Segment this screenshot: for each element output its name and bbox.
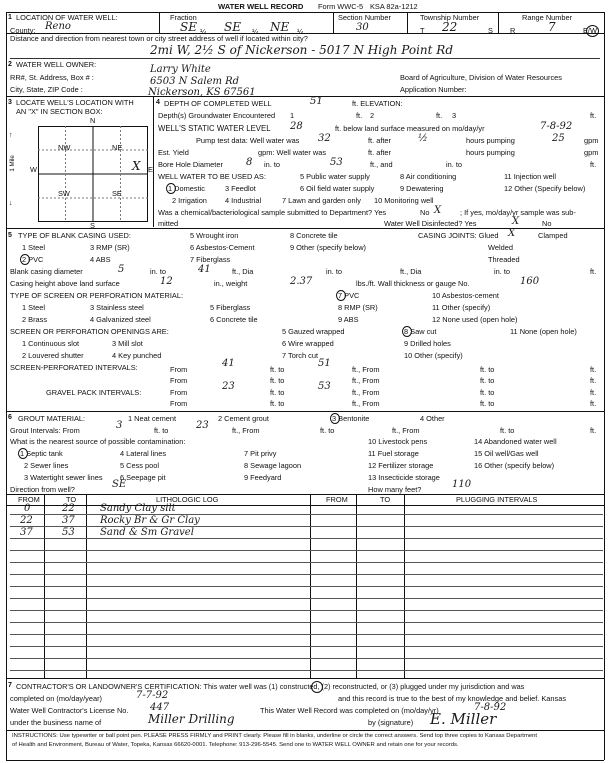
log-row-line [10,610,603,611]
casing-height-label: Casing height above land surface [10,279,120,288]
opening-continuous: 1 Continuous slot [22,339,80,348]
record-completed-value: 7-8-92 [474,702,507,713]
bore-value: 8 [246,157,253,168]
casing-asbestos: 6 Asbestos-Cement [190,243,255,252]
log-row-line [10,634,603,635]
ft-to-label: ft. to [320,426,335,435]
in-to-label: in. to [446,160,463,169]
feet-value: 110 [452,479,472,490]
contam-feedyard: 9 Feedyard [244,473,282,482]
mile-label: 1 Mile [8,155,16,172]
quadrant-se: SE [112,189,122,198]
casing-steel: 1 Steel [22,243,46,252]
screen-other: 11 Other (specify) [432,303,491,312]
mitted-label: mitted [158,219,179,228]
ft-from-label: ft., From [352,399,380,408]
use-monitoring: 10 Monitoring well [374,196,434,205]
ft-to-label: ft. to [480,376,495,385]
contam-septic-circle [18,448,28,459]
log-row-desc: Rocky Br & Gr Clay [100,515,200,526]
fraction-1: SE [180,20,197,34]
form-ksa: KSA 82a-1212 [370,2,418,11]
static-level-tail: ft. below land surface measured on mo/day/yr [335,124,485,133]
screen-abs: 9 ABS [338,315,359,324]
from-label: From [170,365,188,374]
gw-2: 2 [370,111,375,120]
ft-from-label: ft., From [352,376,380,385]
township-value: 22 [442,20,458,34]
compass-w: W [30,165,37,174]
use-dewatering: 9 Dewatering [400,184,444,193]
instructions-line-2: of Health and Environment, Bureau of Water, Topeka, Kansas 66620-0001. Telephone: 913-296-5545. Send one to WATER WELL OWNER and retain one for your records. [12,742,459,748]
distance-label: Distance and direction from nearest town or city street address of well if located within city? [10,34,308,43]
county-label: County: [10,26,36,35]
pump-test-label: Pump test data: Well water was [196,136,300,145]
completed-value: 7-7-92 [136,690,169,701]
ft-to-label: ft. to [480,399,495,408]
yield-label: Est. Yield [158,148,189,157]
opening-drilled: 9 Drilled holes [404,339,451,348]
from-label: From [170,376,188,385]
location-label: LOCATION OF WATER WELL: [16,13,118,22]
fraction-label: Fraction [170,13,197,22]
township-s: S [488,26,493,35]
log-row-desc: Sand & Sm Gravel [100,527,194,538]
contam-lateral: 4 Lateral lines [120,449,167,458]
casing-joints-label: CASING JOINTS: Glued [418,231,499,240]
joints-glued-mark: X [508,228,516,239]
after-label: ft. after [368,136,392,145]
city-label: City, State, ZIP Code : [10,85,83,94]
board-label: Board of Agriculture, Division of Water Resources [400,73,562,82]
use-irrigation: 2 Irrigation [172,196,207,205]
groundwater-label: Depth(s) Groundwater Encountered [158,111,276,120]
section-3-number: 3 [8,99,12,106]
certification-tail: and this record is true to the best of my knowledge and belief. Kansas [338,694,567,703]
ft-label: ft. [590,376,597,385]
quadrant-ne: NE [112,143,123,152]
log-row-line [10,670,603,671]
use-feedlot: 3 Feedlot [225,184,256,193]
distance-value: 2mi W, 2½ S of Nickerson - 5017 N High Point Rd [150,43,454,57]
ft-label: ft. [590,267,597,276]
screen-brass: 2 Brass [22,315,48,324]
township-label: Township Number [420,13,480,22]
screen-rmp: 8 RMP (SR) [338,303,378,312]
in-to-label: in. to [326,267,343,276]
ft-to-label: ft. to [270,399,285,408]
ft-from-label: ft., From [352,365,380,374]
use-label: WELL WATER TO BE USED AS: [158,172,266,181]
contam-oil-gas: 15 Oil well/Gas well [474,449,539,458]
ew-circle [586,25,599,37]
contam-seepage: 6 Seepage pit [120,473,166,482]
ft-from-label: ft., From [392,426,420,435]
owner-label: WATER WELL OWNER: [16,60,97,69]
depth-label: DEPTH OF COMPLETED WELL [164,99,272,108]
casing-fiberglass: 7 Fiberglass [190,255,231,264]
perforated-from: 41 [222,358,235,369]
log-row-from: 22 [20,515,33,526]
compass-n: N [90,116,96,125]
from-label: From [170,388,188,397]
fraction-3: NE [270,20,290,34]
log-row-to: 53 [62,527,75,538]
pump-ft-value: 32 [318,133,331,144]
casing-pvc-circle [20,254,30,265]
record-completed-label: This Water Well Record was completed on (mo/day/yr) [260,706,439,715]
use-industrial: 4 Industrial [225,196,262,205]
signature-label: by (signature) [368,718,414,727]
screen-pvc: 7 PVC [338,291,360,300]
log-row-from: 0 [24,503,31,514]
log-row-line [10,598,603,599]
use-other: 12 Other (Specify below) [504,184,586,193]
use-domestic: 1 Domestic [168,184,205,193]
section-7-number: 7 [8,682,12,689]
log-row-to: 37 [62,515,75,526]
gravel-pack-label: GRAVEL PACK INTERVALS: [46,388,142,397]
use-domestic-circle [166,183,176,194]
yield-gpm-label: gpm: Well water was [258,148,327,157]
constructed-circle [311,681,323,693]
ft-to-label: ft. to [500,426,515,435]
chem-tail: ; If yes, mo/day/yr sample was sub- [460,208,576,217]
in-to-label: in. to [494,267,511,276]
city-value: Nickerson, KS 67561 [148,87,256,98]
hours-pumping-label: hours pumping [466,148,515,157]
county-value: Reno [45,21,71,32]
section-box [38,126,148,222]
log-row-line [10,514,603,515]
business-name-label: under the business name of [10,718,102,727]
screen-stainless: 3 Stainless steel [90,303,144,312]
completed-label: completed on (mo/day/year) [10,694,103,703]
joints-clamped: Clamped [538,231,568,240]
chem-no-label: No [420,208,430,217]
opening-other: 10 Other (specify) [404,351,463,360]
log-row-line [10,658,603,659]
opening-wire: 6 Wire wrapped [282,339,334,348]
log-row-to: 22 [62,503,75,514]
log-row-desc: Sandy Clay silt [100,503,176,514]
joints-welded: Welded [488,243,513,252]
pump-hours-value: ½ [418,133,428,144]
ft-to-label: ft. to [270,376,285,385]
hours-pumping-label: hours pumping [466,136,515,145]
well-location-mark: X [132,159,141,173]
opening-gauzed: 5 Gauzed wrapped [282,327,345,336]
static-level-date: 7-8-92 [540,121,573,132]
application-number-label: Application Number: [400,85,467,94]
locate-label-1: LOCATE WELL'S LOCATION WITH [16,98,134,107]
casing-pvc: 2 PVC [22,255,44,264]
contam-abandoned: 14 Abandoned water well [474,437,557,446]
opening-torch: 7 Torch cut [282,351,319,360]
gpm-label: gpm [584,148,599,157]
blank-diameter-ft: 41 [198,264,211,275]
joints-threaded: Threaded [488,255,520,264]
casing-other: 9 Other (specify below) [290,243,366,252]
from-label: From [170,399,188,408]
ft-label: ft. [590,388,597,397]
contam-lagoon: 8 Sewage lagoon [244,461,302,470]
grout-material-label: GROUT MATERIAL: [18,414,86,423]
log-from-header: FROM [18,495,40,504]
contam-fertilizer: 12 Fertilizer storage [368,461,434,470]
log-row-line [10,550,603,551]
direction-value: SE [112,479,127,490]
gw-1: 1 [290,111,295,120]
ft-from-label: ft., From [352,388,380,397]
plugging-intervals-header: PLUGGING INTERVALS [456,495,538,504]
opening-saw-cut-circle [402,326,412,337]
bore-ft-value: 53 [330,157,343,168]
log-row-line [10,646,603,647]
screen-pvc-circle [336,290,346,301]
quarter-mark: ¼ [297,27,304,36]
gw-3: 3 [452,111,457,120]
plug-from-header: FROM [326,495,348,504]
log-row-line [10,526,603,527]
section-4-number: 4 [156,99,160,106]
township-t: T [420,26,425,35]
elevation-label: ft. ELEVATION: [352,99,403,108]
business-name-value: Miller Drilling [148,712,235,726]
section-number-value: 30 [356,22,369,33]
ft-and-label: ft., and [370,160,393,169]
screen-fiberglass: 5 Fiberglass [210,303,251,312]
compass-s: S [90,221,95,230]
instructions-line-1: INSTRUCTIONS: Use typewriter or ball point pen. PLEASE PRESS FIRMLY and PRINT clearly. Please fill in blanks, underline or circle the correct answers. Send top three copies to Kansas Department [12,733,538,739]
address-label: RR#, St. Address, Box # : [10,73,94,82]
casing-abs: 4 ABS [90,255,111,264]
quarter-mark: ¼ [252,27,259,36]
lithologic-log-header: LITHOLOGIC LOG [156,495,219,504]
opening-mill: 3 Mill slot [112,339,143,348]
chem-no-mark: X [434,205,442,216]
license-value: 447 [150,702,170,713]
static-level-value: 28 [290,121,303,132]
opening-none: 11 None (open hole) [510,327,577,336]
log-row-from: 37 [20,527,33,538]
contam-livestock: 10 Livestock pens [368,437,428,446]
quadrant-sw: SW [58,189,70,198]
range-r: R [510,26,516,35]
ft-label: ft. [590,426,597,435]
range-value: 7 [548,20,556,34]
log-row-line [10,622,603,623]
form-number: Form WWC-5 [318,2,364,11]
contam-fuel: 11 Fuel storage [368,449,419,458]
after-label: ft. after [368,148,392,157]
chem-sample-label: Was a chemical/bacteriological sample submitted to Department? Yes [158,208,387,217]
screen-material-label: TYPE OF SCREEN OR PERFORATION MATERIAL: [10,291,184,300]
gw-ft: ft. [436,111,443,120]
depth-value: 51 [310,96,323,107]
opening-louvered: 2 Louvered shutter [22,351,84,360]
screen-none: 12 None used (open hole) [432,315,518,324]
mile-arrow-icon: ↑ [9,132,13,139]
grout-from: 3 [116,420,123,431]
casing-rmp: 3 RMP (SR) [90,243,130,252]
quadrant-nw: NW [58,143,71,152]
signature: E. Miller [430,710,497,728]
blank-diameter-label: Blank casing diameter [10,267,83,276]
use-public: 5 Public water supply [300,172,370,181]
gw-ft: ft. [590,111,597,120]
contamination-label: What is the nearest source of possible contamination: [10,437,186,446]
use-air: 8 Air conditioning [400,172,457,181]
ft-dia-label: ft., Dia [232,267,254,276]
grout-neat: 1 Neat cement [128,414,177,423]
openings-label: SCREEN OR PERFORATION OPENINGS ARE: [10,327,169,336]
ft-to-label: ft. to [480,388,495,397]
ft-label: ft. [590,365,597,374]
screen-asbestos: 10 Asbestos-cement [432,291,499,300]
pump-gpm-value: 25 [552,133,565,144]
plug-to-header: TO [380,495,391,504]
contam-other: 16 Other (specify below) [474,461,555,470]
ft-to-label: ft. to [270,365,285,374]
contam-cess: 5 Cess pool [120,461,160,470]
log-row-line [10,586,603,587]
disinfected-no-label: No [542,219,552,228]
grout-intervals-label: Grout Intervals: From [10,426,80,435]
grout-bentonite: 3 Bentonite [332,414,370,423]
ft-to-label: ft. to [154,426,169,435]
ft-dia-label: ft., Dia [400,267,422,276]
weight-label: in., weight [214,279,248,288]
grout-bentonite-circle [330,413,340,424]
contam-septic: 1 Septic tank [20,449,63,458]
gravel-from: 23 [222,381,235,392]
casing-wrought-iron: 5 Wrought iron [190,231,239,240]
disinfected-label: Water Well Disinfected? Yes [384,219,477,228]
ft-to-label: ft. to [270,388,285,397]
section-5-number: 5 [8,232,12,239]
gpm-label: gpm [584,136,599,145]
blank-diameter-value: 5 [118,264,125,275]
opening-key: 4 Key punched [112,351,162,360]
gravel-to: 53 [318,381,331,392]
log-row-line [10,538,603,539]
compass-e: E [148,165,153,174]
log-row-line [10,562,603,563]
static-level-label: WELL'S STATIC WATER LEVEL [158,124,271,133]
direction-label: Direction from well? [10,485,75,494]
section-1-number: 1 [8,14,12,21]
ft-label: ft. [590,399,597,408]
form-title: WATER WELL RECORD [218,2,304,11]
weight-value: 2.37 [290,276,313,287]
gauge-label: lbs./ft. Wall thickness or gauge No. [356,279,470,288]
screen-steel: 1 Steel [22,303,46,312]
in-to-label: in. to [150,267,167,276]
use-oilfield: 6 Oil field water supply [300,184,375,193]
contam-watertight: 3 Watertight sewer lines [24,473,103,482]
use-injection: 11 Injection well [504,172,557,181]
grout-to: 23 [196,420,209,431]
mile-arrow-icon: ↓ [9,200,13,207]
perforated-intervals-label: SCREEN-PERFORATED INTERVALS: [10,363,138,372]
ft-label: ft. [590,160,597,169]
certification-text: CONTRACTOR'S OR LANDOWNER'S CERTIFICATION: This water well was (1) constructed, (2) reconstructed, or (3) plugged under my jurisdiction and was [16,682,525,691]
disinfected-mark: X [512,216,520,227]
perforated-to: 51 [318,358,331,369]
use-lawn: 7 Lawn and garden only [282,196,361,205]
locate-label-2: AN "X" IN SECTION BOX: [16,107,103,116]
in-to-label: in. to [264,160,281,169]
owner-name: Larry White [150,64,211,75]
screen-galvanized: 4 Galvanized steel [90,315,151,324]
casing-height-value: 12 [160,276,173,287]
section-6-number: 6 [8,414,12,421]
contam-insecticide: 13 Insecticide storage [368,473,440,482]
quarter-mark: ¼ [200,27,207,36]
address-value: 6503 N Salem Rd [150,76,240,87]
section-2-number: 2 [8,61,12,68]
section-number-label: Section Number [338,13,391,22]
grout-cement: 2 Cement grout [218,414,269,423]
gw-ft: ft. [356,111,363,120]
casing-concrete: 8 Concrete tile [290,231,338,240]
bore-label: Bore Hole Diameter [158,160,223,169]
log-to-header: TO [66,495,77,504]
feet-label: How many feet? [368,485,422,494]
ft-from-label: ft., From [232,426,260,435]
screen-concrete: 6 Concrete tile [210,315,258,324]
range-label: Range Number [522,13,573,22]
range-ew: E/W [583,26,597,35]
opening-saw-cut: 8 Saw cut [404,327,437,336]
gauge-value: 160 [520,276,540,287]
blank-casing-label: TYPE OF BLANK CASING USED: [18,231,131,240]
grout-other: 4 Other [420,414,445,423]
contam-sewer: 2 Sewer lines [24,461,69,470]
fraction-2: SE [224,20,241,34]
ft-to-label: ft. to [480,365,495,374]
license-label: Water Well Contractor's License No. [10,706,129,715]
log-row-line [10,574,603,575]
contam-privy: 7 Pit privy [244,449,277,458]
